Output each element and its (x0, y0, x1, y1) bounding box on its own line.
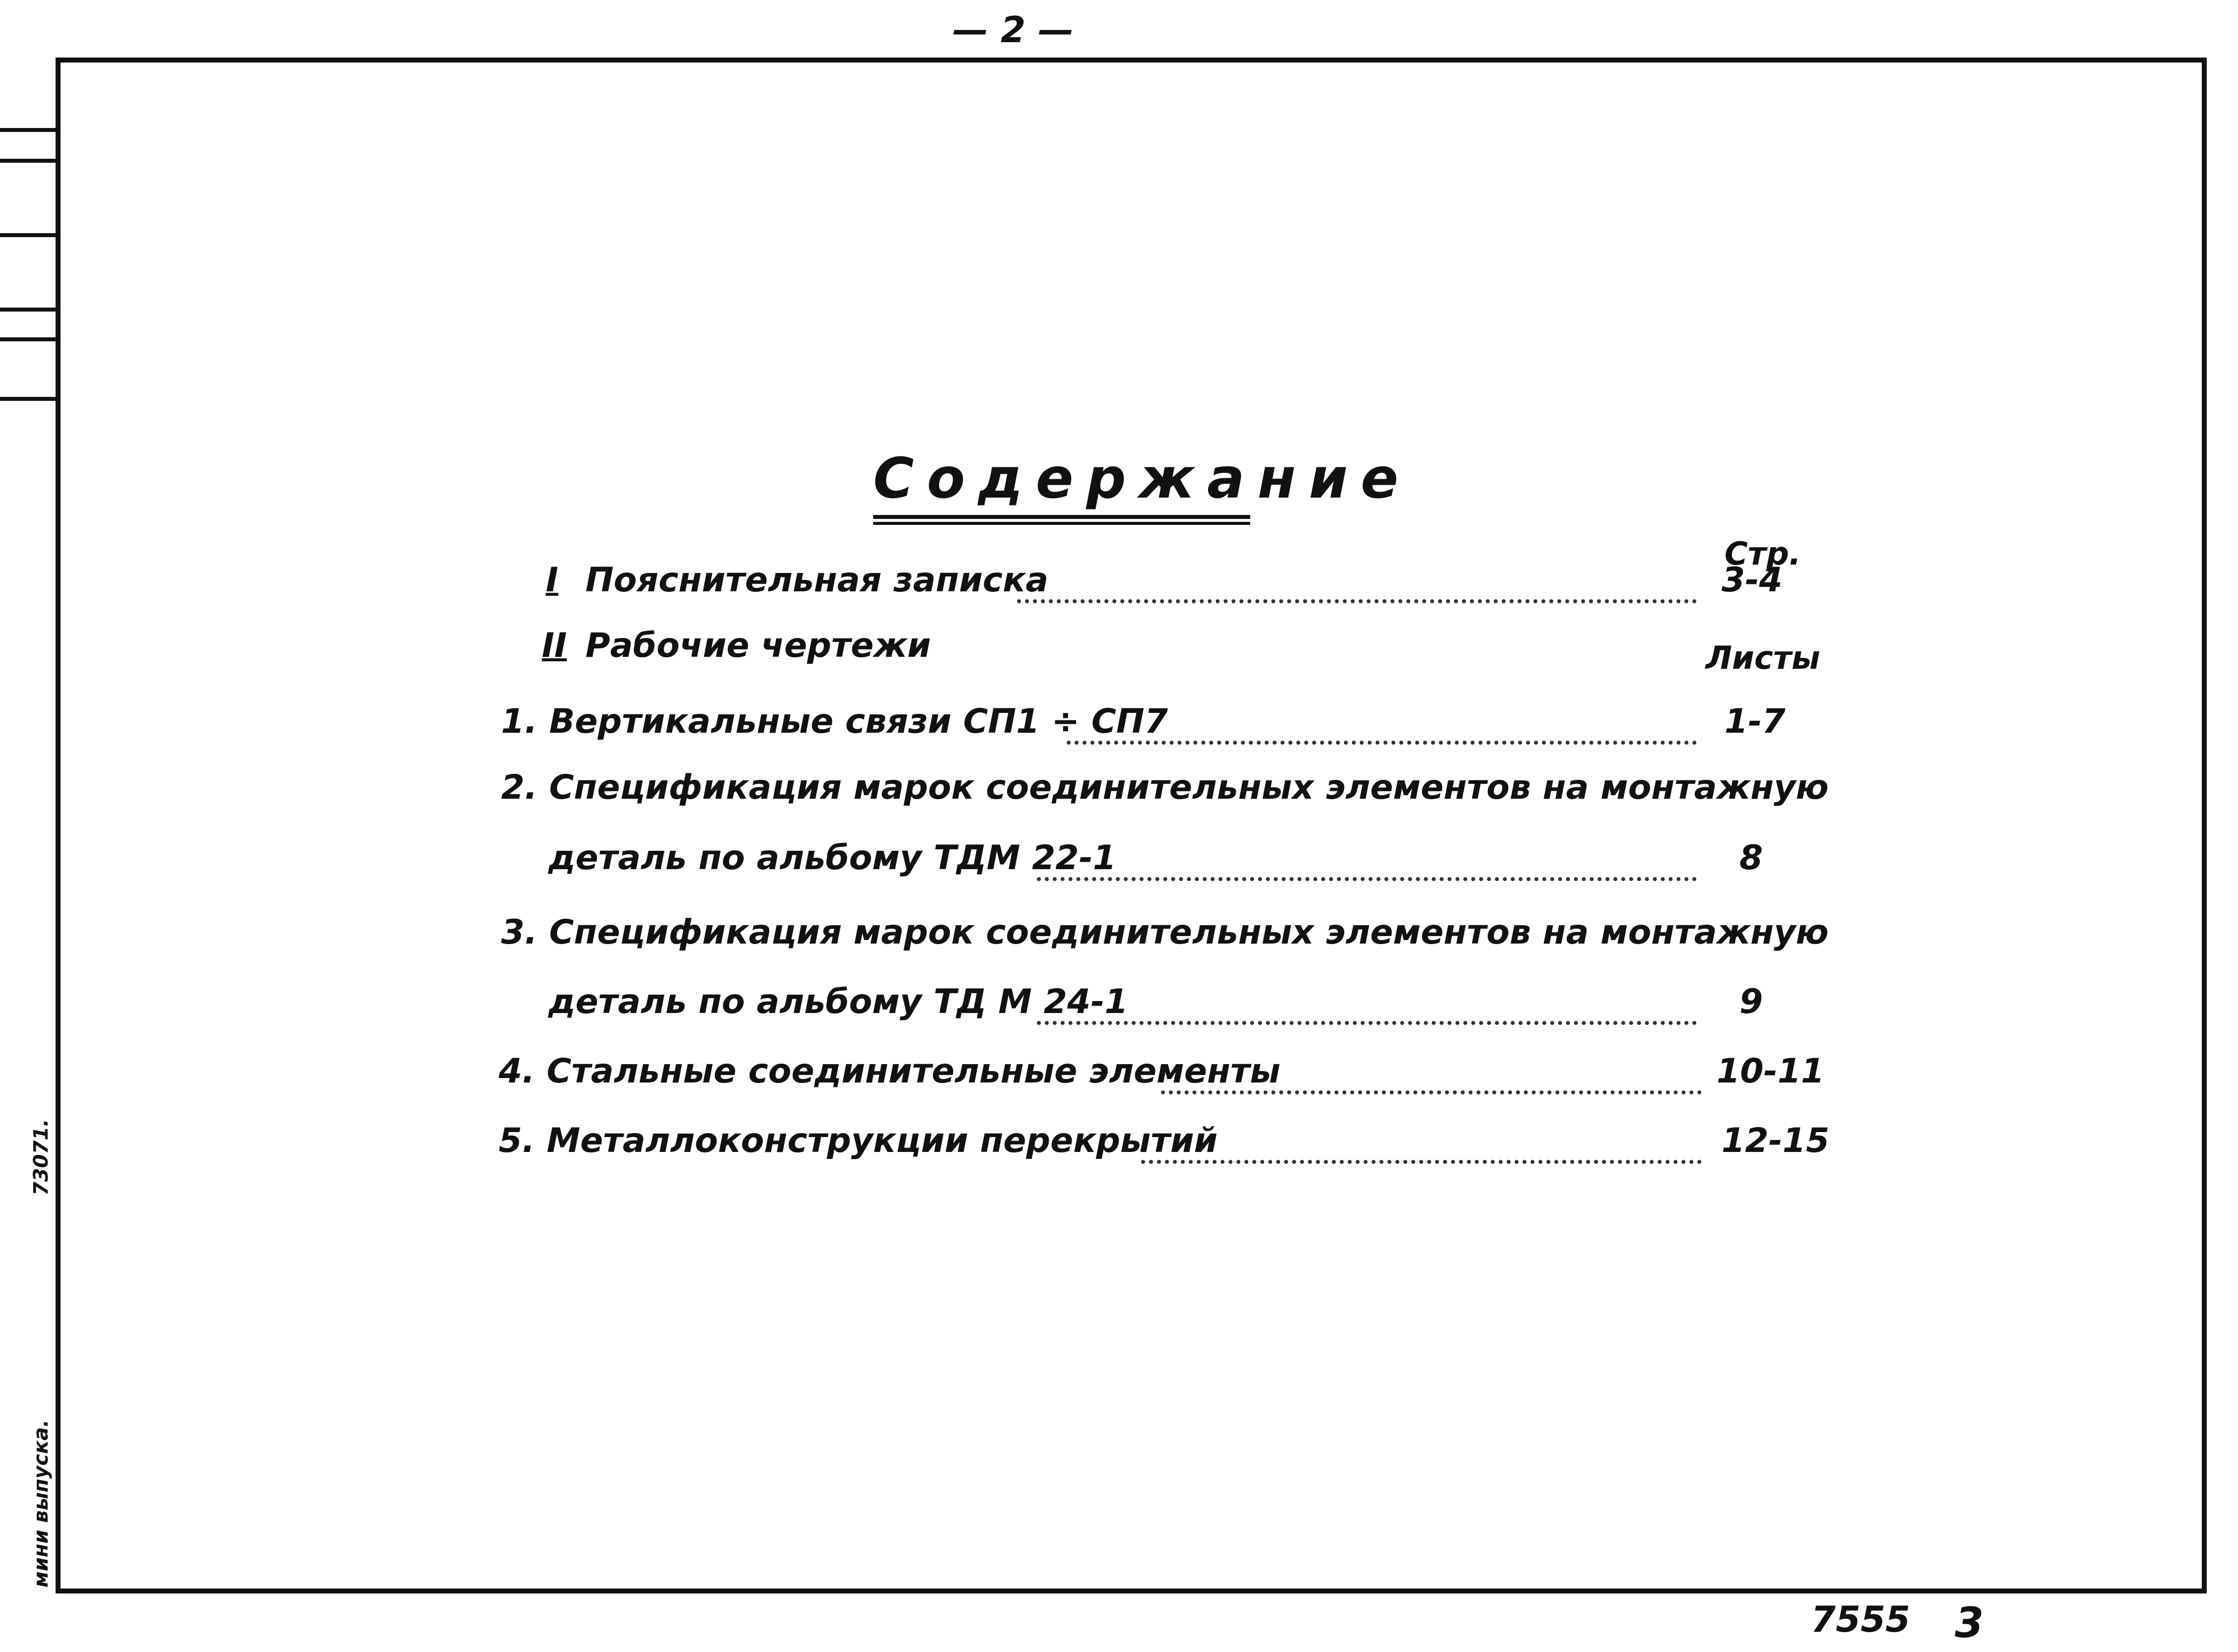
frame-tick (0, 337, 56, 341)
toc-label: 3. Спецификация марок соединительных элементов на монтажную (501, 913, 1829, 952)
toc-label: Пояснительная записка (585, 561, 1049, 600)
margin-archive-number: 73071. (30, 1119, 53, 1196)
page-number-top: — 2 — (953, 9, 1074, 51)
roman-numeral: I (546, 561, 559, 600)
toc-label: 1. Вертикальные связи СП1 ÷ СП7 (501, 702, 1168, 741)
dot-leader (1017, 599, 1697, 603)
toc-label: 4. Стальные соединительные элементы (499, 1052, 1280, 1091)
toc-item (0, 838, 2238, 888)
toc-label: Рабочие чертежи (585, 626, 931, 665)
footer-sheet-number: 3 (1955, 1598, 1984, 1647)
toc-section-1 (0, 561, 2238, 610)
toc-label: деталь по альбому ТД М 24-1 (548, 982, 1128, 1021)
contents-title-block (873, 446, 1411, 525)
toc-pages: 9 (1739, 982, 1763, 1021)
toc-item (0, 913, 2238, 962)
dot-leader (1037, 877, 1697, 881)
toc-item (0, 702, 2238, 752)
frame-tick (0, 159, 56, 163)
toc-pages: 8 (1739, 838, 1763, 878)
contents-title: Содержание (873, 446, 1411, 511)
toc-pages: 3-4 (1722, 561, 1783, 600)
toc-section-2 (0, 626, 2238, 676)
toc-pages: 10-11 (1717, 1052, 1825, 1091)
col-header-sheets: Листы (1706, 640, 1820, 677)
frame-tick (0, 128, 56, 132)
footer-doc-number: 7555 (1811, 1598, 1911, 1640)
frame-tick (0, 397, 56, 401)
drawing-frame (56, 58, 2207, 1593)
frame-tick (0, 233, 56, 237)
toc-pages: 12-15 (1722, 1121, 1830, 1160)
dot-leader (1141, 1160, 1702, 1164)
dot-leader (1067, 741, 1697, 745)
toc-label: 5. Металлоконструкции перекрытий (499, 1121, 1218, 1160)
toc-item (0, 1052, 2238, 1101)
col-header-pages: Стр. (1725, 536, 1801, 572)
title-underline (873, 515, 1250, 525)
toc-item (0, 982, 2238, 1032)
toc-label: деталь по альбому ТДМ 22-1 (548, 838, 1117, 878)
dot-leader (1161, 1090, 1702, 1094)
toc-label: 2. Спецификация марок соединительных элементов на монтажную (501, 768, 1829, 807)
toc-item (0, 1121, 2238, 1171)
toc-item (0, 768, 2238, 818)
frame-tick (0, 308, 56, 312)
dot-leader (1037, 1021, 1697, 1025)
toc-pages: 1-7 (1725, 702, 1786, 741)
margin-stamp-text: мини выпуска. (30, 1419, 53, 1588)
roman-numeral: II (542, 626, 567, 665)
